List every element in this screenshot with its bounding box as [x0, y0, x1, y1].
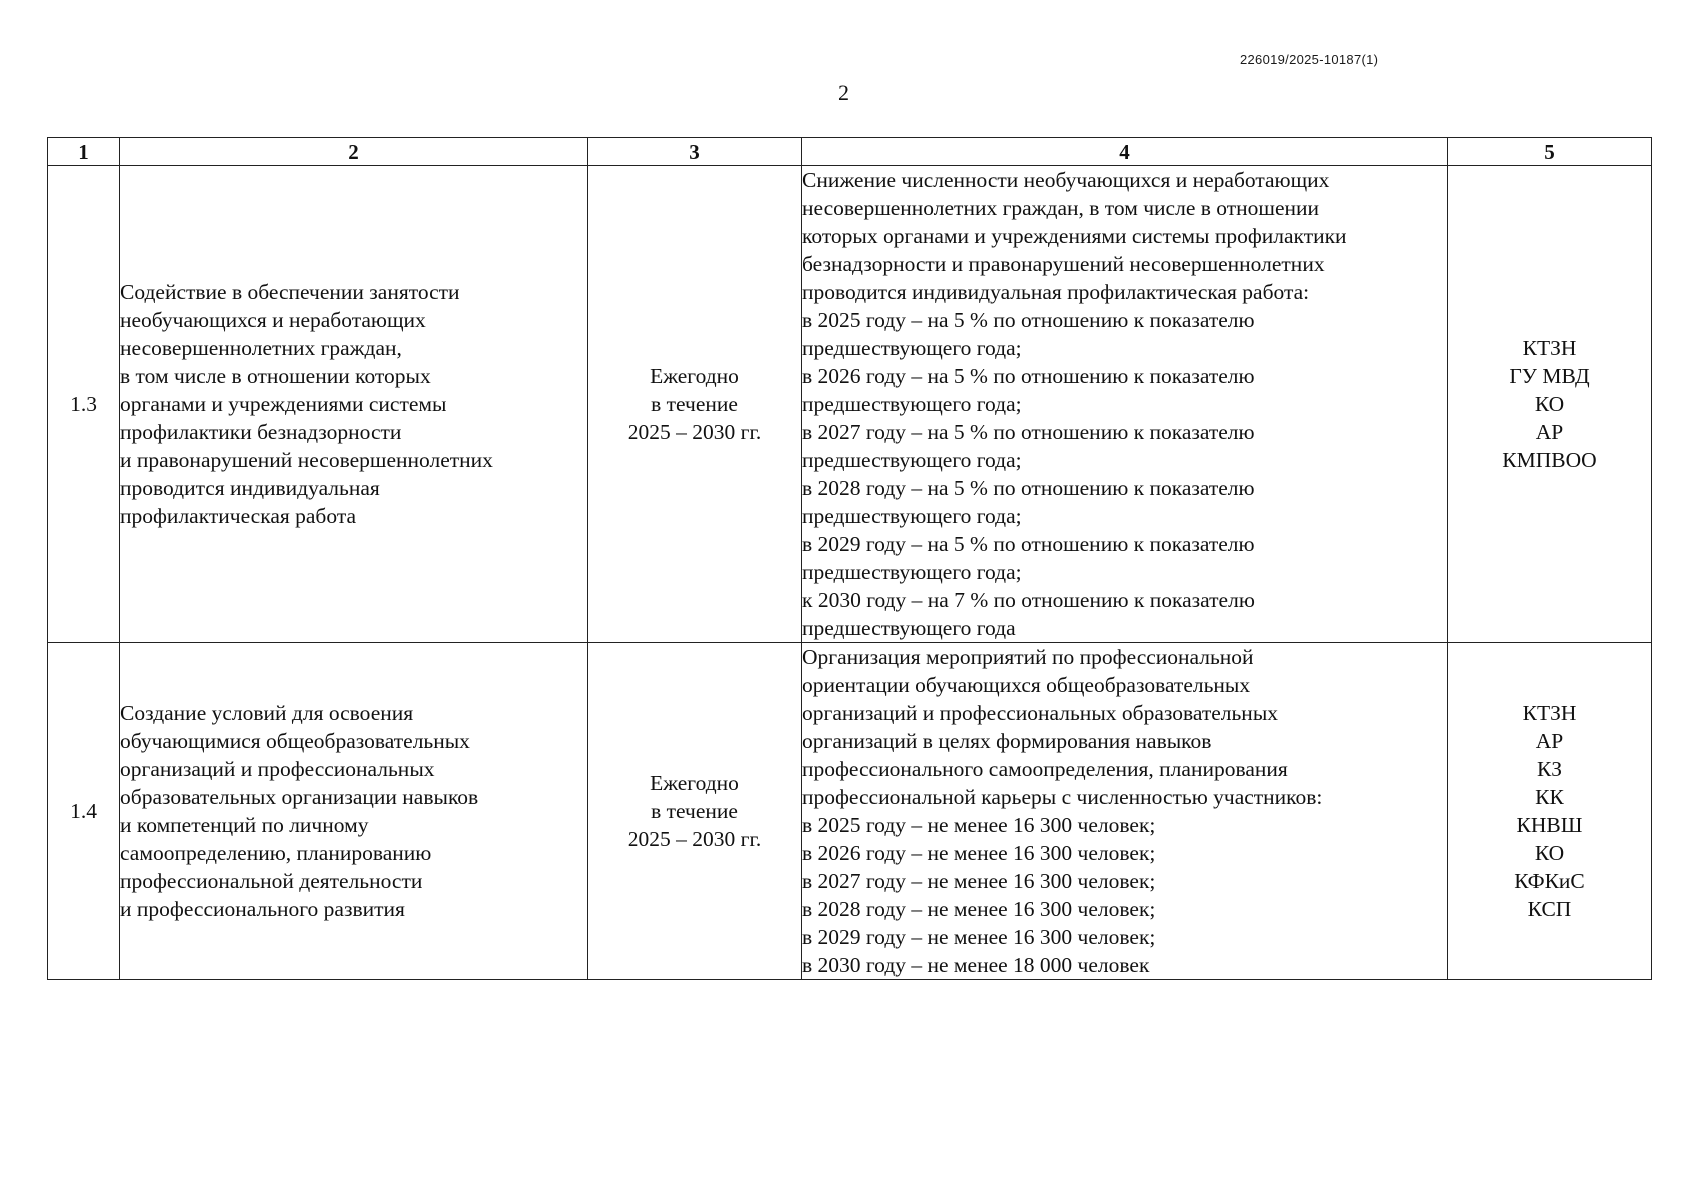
result-line: Организация мероприятий по профессиональной [802, 645, 1254, 669]
executor-abbreviation: КМПВОО [1502, 448, 1597, 472]
executor-abbreviation: КЗ [1536, 757, 1563, 781]
activity-line: образовательных организации навыков [120, 785, 479, 809]
result-line: профессиональной карьеры с численностью участников: [802, 785, 1323, 809]
table-row [48, 643, 1652, 980]
result-line: предшествующего года; [802, 504, 1022, 528]
column-header-4: 4 [802, 138, 1448, 166]
activity-line: Содействие в обеспечении занятости [120, 280, 460, 304]
result-line: в 2029 году – на 5 % по отношению к показателю [802, 532, 1255, 556]
result-line: организаций в целях формирования навыков [802, 729, 1212, 753]
result-line: которых органами и учреждениями системы профилактики [802, 224, 1347, 248]
column-header-3: 3 [588, 138, 802, 166]
executor-abbreviation: КТЗН [1522, 701, 1577, 725]
result-line: в 2028 году – не менее 16 300 человек; [802, 897, 1156, 921]
deadline-line: Ежегодно [650, 771, 739, 795]
document-registration-number: 226019/2025-10187(1) [1240, 52, 1379, 67]
activity-line: профилактическая работа [120, 504, 357, 528]
executor-abbreviation: КТЗН [1522, 336, 1577, 360]
column-header-2: 2 [120, 138, 588, 166]
result-line: предшествующего года; [802, 448, 1022, 472]
table-row [48, 166, 1652, 643]
activity-description [120, 166, 588, 643]
result-line: предшествующего года; [802, 336, 1022, 360]
result-line: Снижение численности необучающихся и неработающих [802, 168, 1330, 192]
executor-abbreviation: АР [1535, 420, 1564, 444]
result-line: в 2029 году – не менее 16 300 человек; [802, 925, 1156, 949]
column-header-5: 5 [1448, 138, 1652, 166]
result-line: предшествующего года; [802, 392, 1022, 416]
result-line: предшествующего года; [802, 560, 1022, 584]
result-line: безнадзорности и правонарушений несовершеннолетних [802, 252, 1325, 276]
executor-abbreviation: АР [1535, 729, 1564, 753]
executor-abbreviation: КО [1534, 841, 1565, 865]
executor-abbreviation: КК [1535, 785, 1564, 809]
page-number: 2 [838, 80, 849, 105]
result-line: в 2028 году – на 5 % по отношению к показателю [802, 476, 1255, 500]
expected-result [802, 166, 1448, 643]
activity-line: и правонарушений несовершеннолетних [120, 448, 493, 472]
deadline [588, 166, 802, 643]
activity-line: профилактики безнадзорности [120, 420, 402, 444]
deadline-line: Ежегодно [650, 364, 739, 388]
activity-description [120, 643, 588, 980]
responsible-executors [1448, 166, 1652, 643]
result-line: в 2025 году – не менее 16 300 человек; [802, 813, 1156, 837]
activity-line: и компетенций по личному [120, 813, 369, 837]
result-line: организаций и профессиональных образовательных [802, 701, 1279, 725]
responsible-executors [1448, 643, 1652, 980]
executor-abbreviation: КО [1534, 392, 1565, 416]
activity-line: обучающимися общеобразовательных [120, 729, 470, 753]
activity-line: организаций и профессиональных [120, 757, 435, 781]
table-header-row [48, 138, 1652, 166]
expected-result [802, 643, 1448, 980]
activity-line: и профессионального развития [120, 897, 405, 921]
result-line: несовершеннолетних граждан, в том числе в отношении [802, 196, 1320, 220]
activity-line: органами и учреждениями системы [120, 392, 447, 416]
executor-abbreviation: КФКиС [1514, 869, 1585, 893]
result-line: в 2026 году – на 5 % по отношению к показателю [802, 364, 1255, 388]
result-line: ориентации обучающихся общеобразовательных [802, 673, 1251, 697]
result-line: профессионального самоопределения, планирования [802, 757, 1288, 781]
deadline-line: в течение [651, 799, 738, 823]
result-line: в 2027 году – на 5 % по отношению к показателю [802, 420, 1255, 444]
deadline [588, 643, 802, 980]
activity-line: Создание условий для освоения [120, 701, 414, 725]
item-number: 1.3 [48, 166, 120, 643]
result-line: в 2030 году – не менее 18 000 человек [802, 953, 1150, 977]
result-line: в 2027 году – не менее 16 300 человек; [802, 869, 1156, 893]
executor-abbreviation: КНВШ [1516, 813, 1583, 837]
activity-line: профессиональной деятельности [120, 869, 423, 893]
deadline-line: 2025 – 2030 гг. [627, 420, 762, 444]
result-line: в 2026 году – не менее 16 300 человек; [802, 841, 1156, 865]
item-number: 1.4 [48, 643, 120, 980]
executor-abbreviation: ГУ МВД [1509, 364, 1590, 388]
result-line: в 2025 году – на 5 % по отношению к показателю [802, 308, 1255, 332]
executor-abbreviation: КСП [1527, 897, 1572, 921]
activity-line: несовершеннолетних граждан, [120, 336, 402, 360]
activity-line: проводится индивидуальная [120, 476, 380, 500]
activity-plan-table [47, 137, 1652, 980]
activity-line: необучающихся и неработающих [120, 308, 426, 332]
result-line: к 2030 году – на 7 % по отношению к показателю [802, 588, 1255, 612]
deadline-line: в течение [651, 392, 738, 416]
activity-line: самоопределению, планированию [120, 841, 432, 865]
result-line: предшествующего года [802, 616, 1016, 640]
result-line: проводится индивидуальная профилактическая работа: [802, 280, 1310, 304]
deadline-line: 2025 – 2030 гг. [627, 827, 762, 851]
activity-line: в том числе в отношении которых [120, 364, 431, 388]
column-header-1: 1 [48, 138, 120, 166]
